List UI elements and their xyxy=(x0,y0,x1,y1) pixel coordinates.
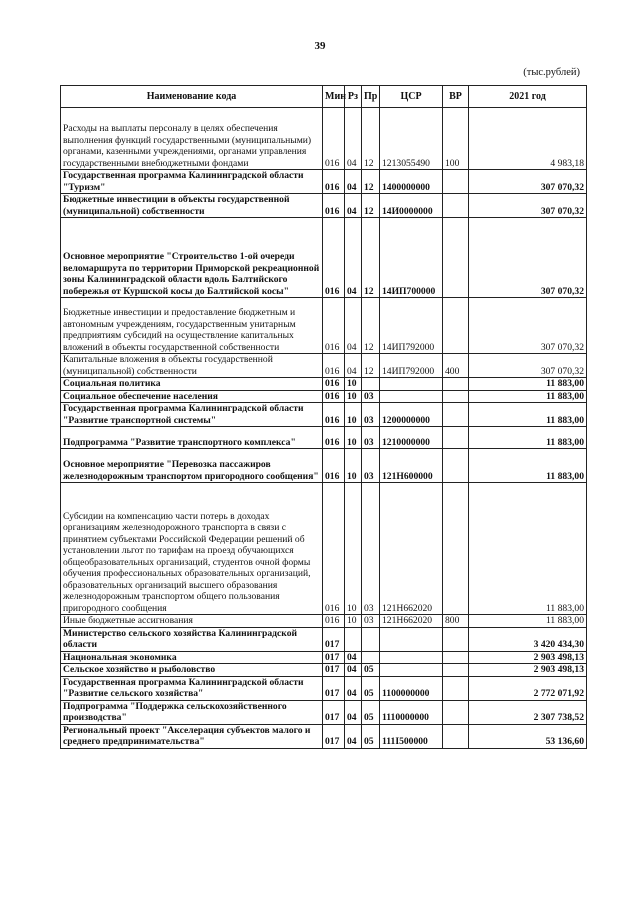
cell-pr xyxy=(362,378,380,391)
header-vr: ВР xyxy=(443,86,469,108)
cell-rz: 10 xyxy=(345,483,362,615)
cell-sum: 2 903 498,13 xyxy=(469,664,587,677)
cell-min: 016 xyxy=(323,403,345,427)
cell-rz: 04 xyxy=(345,700,362,724)
cell-vr xyxy=(443,390,469,403)
table-row xyxy=(61,218,587,298)
cell-min: 017 xyxy=(323,664,345,677)
cell-rz: 04 xyxy=(345,108,362,170)
cell-min: 016 xyxy=(323,194,345,218)
cell-csr: 1210000000 xyxy=(380,427,443,449)
cell-min: 016 xyxy=(323,108,345,170)
header-sum: 2021 год xyxy=(469,86,587,108)
cell-min: 016 xyxy=(323,449,345,483)
cell-csr xyxy=(380,627,443,651)
header-pr: Пр xyxy=(362,86,380,108)
cell-pr: 12 xyxy=(362,194,380,218)
cell-vr: 100 xyxy=(443,108,469,170)
cell-pr: 03 xyxy=(362,403,380,427)
cell-rz: 04 xyxy=(345,218,362,298)
cell-sum: 307 070,32 xyxy=(469,194,587,218)
table-row xyxy=(61,651,587,664)
cell-sum: 307 070,32 xyxy=(469,354,587,378)
cell-pr: 05 xyxy=(362,676,380,700)
cell-vr xyxy=(443,298,469,354)
cell-name: Подпрограмма "Развитие транспортного комплекса" xyxy=(61,427,323,449)
cell-sum: 53 136,60 xyxy=(469,724,587,748)
cell-rz: 10 xyxy=(345,449,362,483)
cell-min: 016 xyxy=(323,483,345,615)
table-row xyxy=(61,724,587,748)
cell-name: Государственная программа Калининградской области "Туризм" xyxy=(61,170,323,194)
cell-sum: 307 070,32 xyxy=(469,298,587,354)
unit-note: (тыс.рублей) xyxy=(523,67,580,78)
cell-pr: 12 xyxy=(362,170,380,194)
cell-vr xyxy=(443,483,469,615)
table-row xyxy=(61,700,587,724)
cell-name: Региональный проект "Акселерация субъектов малого и среднего предпринимательства" xyxy=(61,724,323,748)
cell-min: 017 xyxy=(323,651,345,664)
table-row xyxy=(61,194,587,218)
cell-sum: 11 883,00 xyxy=(469,449,587,483)
cell-csr xyxy=(380,651,443,664)
cell-vr: 800 xyxy=(443,615,469,628)
cell-min: 016 xyxy=(323,354,345,378)
header-csr: ЦСР xyxy=(380,86,443,108)
header-min: Мин xyxy=(323,86,345,108)
cell-vr xyxy=(443,403,469,427)
cell-sum: 11 883,00 xyxy=(469,390,587,403)
cell-rz: 04 xyxy=(345,170,362,194)
header-rz: Рз xyxy=(345,86,362,108)
cell-csr: 121Н662020 xyxy=(380,615,443,628)
table-row xyxy=(61,483,587,615)
cell-pr: 12 xyxy=(362,218,380,298)
cell-sum: 307 070,32 xyxy=(469,170,587,194)
cell-name: Социальное обеспечение населения xyxy=(61,390,323,403)
cell-vr xyxy=(443,427,469,449)
cell-vr: 400 xyxy=(443,354,469,378)
cell-sum: 2 307 738,52 xyxy=(469,700,587,724)
cell-csr xyxy=(380,664,443,677)
cell-csr: 121Н600000 xyxy=(380,449,443,483)
cell-pr: 03 xyxy=(362,390,380,403)
cell-pr: 05 xyxy=(362,724,380,748)
cell-min: 017 xyxy=(323,627,345,651)
table-row xyxy=(61,449,587,483)
table-row xyxy=(61,403,587,427)
cell-csr: 1100000000 xyxy=(380,676,443,700)
table-row xyxy=(61,378,587,391)
cell-name: Субсидии на компенсацию части потерь в доходах организациям железнодорожного транспорта в связи с принятием субъектами Российской Федерации решений об установлении льгот по тарифам на проезд обучающихся общеобразовательных организаций, студентов очной формы обучения профессиональных образовательных организаций, образовательных организаций высшего образования железнодорожным транспортом общего пользования пригородного сообщения xyxy=(61,483,323,615)
header-name: Наименование кода xyxy=(61,86,323,108)
cell-name: Подпрограмма "Поддержка сельскохозяйственного производства" xyxy=(61,700,323,724)
cell-rz: 04 xyxy=(345,651,362,664)
cell-name: Бюджетные инвестиции и предоставление бюджетным и автономным учреждениям, государственным унитарным предприятиям субсидий на осуществление капитальных вложений в объекты государственной собственности xyxy=(61,298,323,354)
cell-pr: 05 xyxy=(362,700,380,724)
cell-name: Сельское хозяйство и рыболовство xyxy=(61,664,323,677)
cell-pr xyxy=(362,651,380,664)
cell-sum: 2 772 071,92 xyxy=(469,676,587,700)
cell-csr: 1400000000 xyxy=(380,170,443,194)
cell-csr: 14ИП700000 xyxy=(380,218,443,298)
cell-name: Расходы на выплаты персоналу в целях обеспечения выполнения функций государственными (муниципальными) органами, казенными учреждениями, органами управления государственными внебюджетными фондами xyxy=(61,108,323,170)
cell-rz: 10 xyxy=(345,403,362,427)
cell-name: Министерство сельского хозяйства Калининградской области xyxy=(61,627,323,651)
cell-min: 017 xyxy=(323,724,345,748)
table-row xyxy=(61,298,587,354)
cell-pr: 12 xyxy=(362,298,380,354)
cell-rz: 04 xyxy=(345,354,362,378)
cell-sum: 11 883,00 xyxy=(469,427,587,449)
cell-rz: 04 xyxy=(345,298,362,354)
cell-vr xyxy=(443,664,469,677)
cell-name: Государственная программа Калининградской области "Развитие сельского хозяйства" xyxy=(61,676,323,700)
cell-vr xyxy=(443,170,469,194)
cell-name: Иные бюджетные ассигнования xyxy=(61,615,323,628)
table-row xyxy=(61,108,587,170)
cell-sum: 11 883,00 xyxy=(469,615,587,628)
cell-sum: 3 420 434,30 xyxy=(469,627,587,651)
cell-min: 016 xyxy=(323,298,345,354)
table-row xyxy=(61,170,587,194)
cell-name: Основное мероприятие "Перевозка пассажиров железнодорожным транспортом пригородного сообщения" xyxy=(61,449,323,483)
cell-name: Основное мероприятие "Строительство 1-ой очереди веломаршрута по территории Приморской рекреационной зоны Калининградской области вдоль Балтийского побережья от Куршской косы до Балтийской косы" xyxy=(61,218,323,298)
cell-csr: 1213055490 xyxy=(380,108,443,170)
cell-name: Капитальные вложения в объекты государственной (муниципальной) собственности xyxy=(61,354,323,378)
cell-rz xyxy=(345,627,362,651)
cell-vr xyxy=(443,449,469,483)
cell-name: Бюджетные инвестиции в объекты государственной (муниципальной) собственности xyxy=(61,194,323,218)
cell-sum: 307 070,32 xyxy=(469,218,587,298)
cell-sum: 4 983,18 xyxy=(469,108,587,170)
table-row xyxy=(61,354,587,378)
table-header-row xyxy=(61,86,587,108)
cell-csr xyxy=(380,390,443,403)
cell-min: 016 xyxy=(323,218,345,298)
cell-pr: 05 xyxy=(362,664,380,677)
cell-min: 016 xyxy=(323,615,345,628)
table-row xyxy=(61,664,587,677)
cell-csr: 111I500000 xyxy=(380,724,443,748)
cell-vr xyxy=(443,378,469,391)
table-row xyxy=(61,676,587,700)
cell-vr xyxy=(443,651,469,664)
cell-csr xyxy=(380,378,443,391)
cell-sum: 11 883,00 xyxy=(469,378,587,391)
cell-pr: 03 xyxy=(362,483,380,615)
cell-vr xyxy=(443,724,469,748)
cell-vr xyxy=(443,627,469,651)
page-number: 39 xyxy=(314,40,326,52)
cell-name: Национальная экономика xyxy=(61,651,323,664)
cell-vr xyxy=(443,194,469,218)
cell-rz: 04 xyxy=(345,676,362,700)
budget-table xyxy=(60,85,587,749)
cell-csr: 1200000000 xyxy=(380,403,443,427)
cell-csr: 1110000000 xyxy=(380,700,443,724)
cell-rz: 10 xyxy=(345,427,362,449)
cell-sum: 2 903 498,13 xyxy=(469,651,587,664)
table-row xyxy=(61,427,587,449)
cell-csr: 121Н662020 xyxy=(380,483,443,615)
cell-pr: 12 xyxy=(362,108,380,170)
cell-pr: 03 xyxy=(362,427,380,449)
cell-pr: 03 xyxy=(362,615,380,628)
cell-pr: 03 xyxy=(362,449,380,483)
cell-pr: 12 xyxy=(362,354,380,378)
cell-rz: 04 xyxy=(345,724,362,748)
cell-csr: 14ИП792000 xyxy=(380,354,443,378)
table-row xyxy=(61,615,587,628)
table-row xyxy=(61,627,587,651)
cell-rz: 10 xyxy=(345,615,362,628)
cell-csr: 14ИП792000 xyxy=(380,298,443,354)
cell-vr xyxy=(443,218,469,298)
cell-rz: 10 xyxy=(345,378,362,391)
cell-name: Государственная программа Калининградской области "Развитие транспортной системы" xyxy=(61,403,323,427)
cell-csr: 14И0000000 xyxy=(380,194,443,218)
cell-vr xyxy=(443,676,469,700)
cell-min: 016 xyxy=(323,427,345,449)
cell-pr xyxy=(362,627,380,651)
cell-rz: 04 xyxy=(345,194,362,218)
cell-min: 016 xyxy=(323,378,345,391)
table-row xyxy=(61,390,587,403)
cell-name: Социальная политика xyxy=(61,378,323,391)
cell-sum: 11 883,00 xyxy=(469,403,587,427)
cell-vr xyxy=(443,700,469,724)
cell-sum: 11 883,00 xyxy=(469,483,587,615)
cell-rz: 04 xyxy=(345,664,362,677)
cell-min: 017 xyxy=(323,700,345,724)
cell-min: 016 xyxy=(323,390,345,403)
cell-rz: 10 xyxy=(345,390,362,403)
cell-min: 016 xyxy=(323,170,345,194)
cell-min: 017 xyxy=(323,676,345,700)
